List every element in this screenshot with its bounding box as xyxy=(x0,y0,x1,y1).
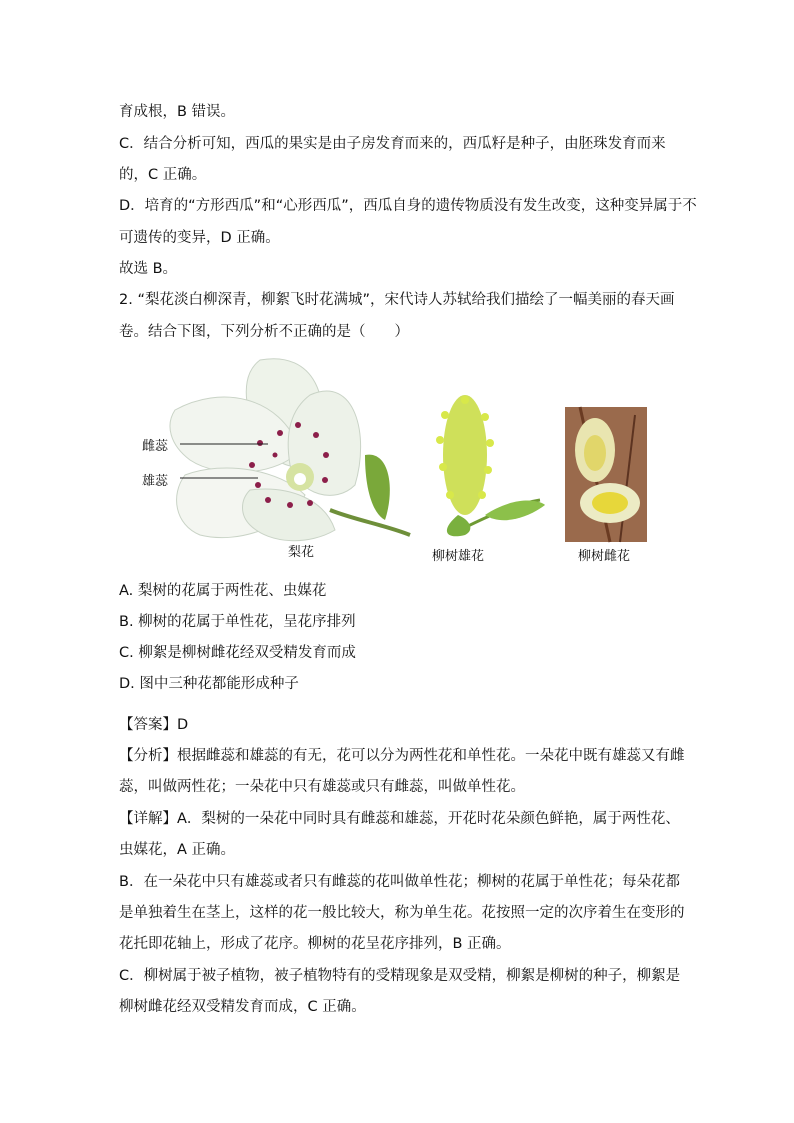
question-line: 卷。结合下图，下列分析不正确的是（ ） xyxy=(119,324,409,340)
caption-willow-male: 柳树雄花 xyxy=(432,549,485,564)
willow-female-flower-image xyxy=(565,407,647,542)
text-line: 的，C 正确。 xyxy=(119,167,207,183)
text-line: 可遗传的变异，D 正确。 xyxy=(119,230,280,246)
detail-line: 是单独着生在茎上，这样的花一般比较大，称为单生花。花按照一定的次序着生在变形的 xyxy=(119,905,685,921)
detail-line: 【详解】A．梨树的一朵花中同时具有雌蕊和雄蕊，开花时花朵颜色鲜艳，属于两性花、 xyxy=(119,811,680,827)
text-line: 育成根，B 错误。 xyxy=(119,104,236,120)
option-c: C. 柳絮是柳树雌花经双受精发育而成 xyxy=(119,645,356,661)
label-pistil: 雌蕊 xyxy=(142,439,169,454)
analysis-line: 【分析】根据雌蕊和雄蕊的有无，花可以分为两性花和单性花。一朵花中既有雄蕊又有雌 xyxy=(119,748,685,764)
willow-male-flower-image xyxy=(436,395,545,536)
label-stamen: 雄蕊 xyxy=(142,474,169,489)
detail-line: 柳树雌花经双受精发育而成，C 正确。 xyxy=(119,999,366,1015)
flower-illustrations xyxy=(140,355,660,570)
text-line: D．培育的“方形西瓜”和“心形西瓜”，西瓜自身的遗传物质没有发生改变，这种变异属于不 xyxy=(119,198,697,214)
flower-figure xyxy=(140,355,660,570)
pear-flower-image xyxy=(170,359,410,541)
option-b: B. 柳树的花属于单性花，呈花序排列 xyxy=(119,614,356,630)
text-line: C．结合分析可知，西瓜的果实是由子房发育而来的，西瓜籽是种子，由胚珠发育而来 xyxy=(119,136,666,152)
question-line: 2. “梨花淡白柳深青，柳絮飞时花满城”，宋代诗人苏轼给我们描绘了一幅美丽的春天画 xyxy=(119,292,675,308)
caption-pear-flower: 梨花 xyxy=(288,545,315,560)
detail-line: 花托即花轴上，形成了花序。柳树的花呈花序排列，B 正确。 xyxy=(119,936,511,952)
answer-line: 【答案】D xyxy=(119,717,189,733)
option-d: D. 图中三种花都能形成种子 xyxy=(119,676,299,692)
analysis-line: 蕊，叫做两性花；一朵花中只有雄蕊或只有雌蕊，叫做单性花。 xyxy=(119,779,525,795)
text-line: 故选 B。 xyxy=(119,261,178,277)
caption-willow-female: 柳树雌花 xyxy=(578,549,631,564)
detail-line: 虫媒花，A 正确。 xyxy=(119,842,236,858)
detail-line: C．柳树属于被子植物，被子植物特有的受精现象是双受精，柳絮是柳树的种子，柳絮是 xyxy=(119,968,681,984)
option-a: A. 梨树的花属于两性花、虫媒花 xyxy=(119,583,327,599)
detail-line: B．在一朵花中只有雄蕊或者只有雌蕊的花叫做单性花；柳树的花属于单性花；每朵花都 xyxy=(119,874,680,890)
